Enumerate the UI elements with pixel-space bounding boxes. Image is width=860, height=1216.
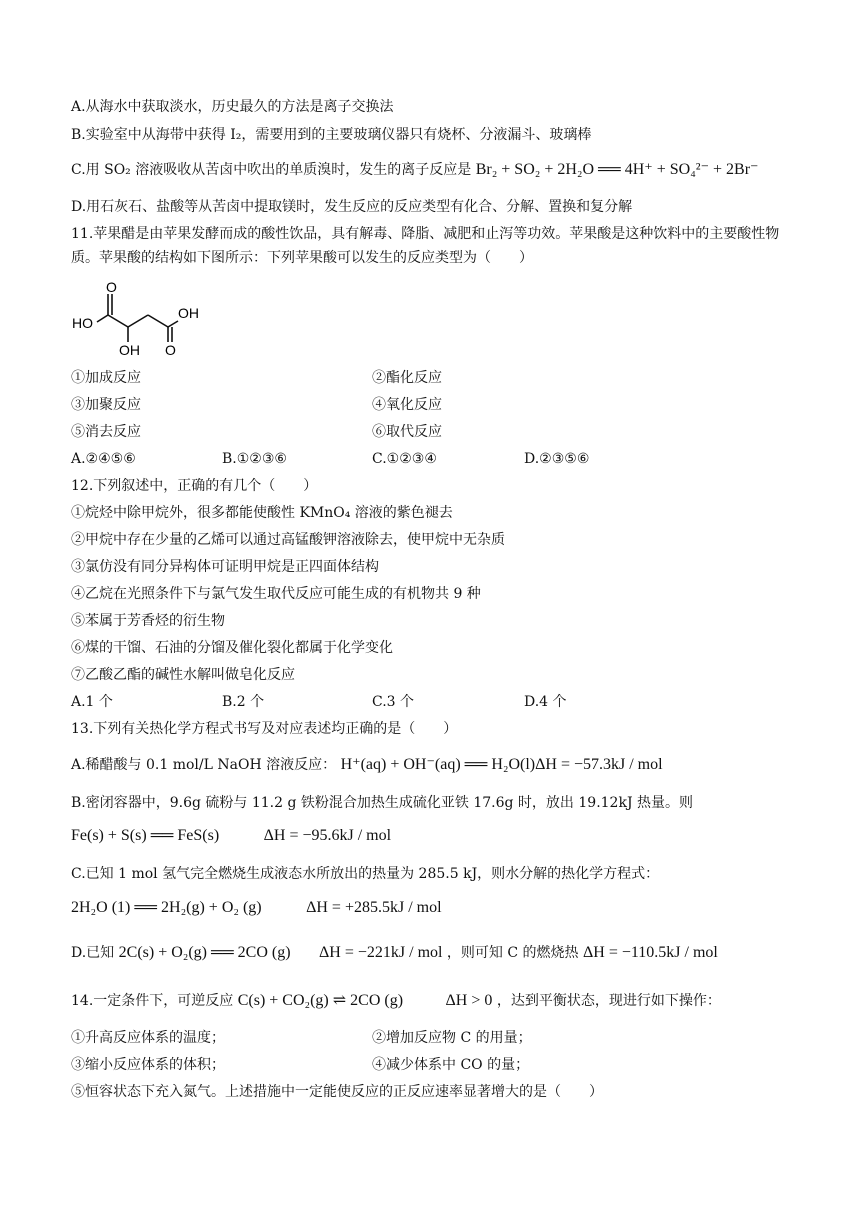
q12-stem: 12.下列叙述中，正确的有几个（ ） [71,478,318,494]
q11-item-6: ⑥取代反应 [372,424,442,440]
q13-option-a-text: A.稀醋酸与 0.1 mol/L NaOH 溶液反应： [71,757,337,773]
q13-d-equation-enthalpy: ΔH = −221kJ / mol [319,944,443,961]
q11-item-1: ①加成反应 [71,370,141,386]
q14-item-3: ③缩小反应体系的体积； [71,1057,225,1073]
q13-d-combustion-enthalpy: ΔH = −110.5kJ / mol [583,944,718,961]
q14-stem [71,991,721,1011]
q10-option-b: B.实验室中从海带中获得 I₂，需要用到的主要玻璃仪器只有烧杯、分液漏斗、玻璃棒 [71,127,592,143]
q14-equation: C(s) + CO₂(g) ⇌ 2CO (g) [237,992,404,1009]
q11-item-4: ④氧化反应 [372,397,442,413]
q12-item-3: ③氯仿没有同分异构体可证明甲烷是正四面体结构 [71,559,379,575]
q14-suffix: ，达到平衡状态，现进行如下操作： [496,993,721,1009]
q10-option-c-equation: Br₂ + SO₂ + 2H₂O ══ 4H⁺ + SO₄²⁻ + 2Br⁻ [475,161,759,178]
structure-ho-label: HO [72,315,93,331]
q12-choice-b: B.2 个 [222,694,265,710]
q13-b-equation-reaction: Fe(s) + S(s) ══ FeS(s) [71,827,220,844]
structure-oh-right-label: OH [178,305,199,321]
q14-item-4: ④减少体系中 CO 的量； [372,1057,530,1073]
q12-choice-c: C.3 个 [372,694,415,710]
structure-o-left-label: O [106,279,117,295]
q12-item-7: ⑦乙酸乙酯的碱性水解叫做皂化反应 [71,667,295,683]
q14-item-5: ⑤恒容状态下充入氮气。上述措施中一定能使反应的正反应速率显著增大的是（ ） [71,1084,603,1100]
structure-o-right-label: O [165,342,176,358]
q11-choice-d: D.②③⑤⑥ [524,451,590,467]
q10-option-c-text: C.用 SO₂ 溶液吸收从苦卤中吹出的单质溴时，发生的离子反应是 [71,162,472,178]
q10-option-a: A.从海水中获取淡水，历史最久的方法是离子交换法 [71,99,394,115]
q11-stem: 11.苹果醋是由苹果发酵而成的酸性饮品，具有解毒、降脂、减肥和止泻等功效。苹果酸是这种饮料中的主要酸性物质。苹果酸的结构如下图所示：下列苹果酸可以发生的反应类型为（ ） [71,226,780,266]
q12-choice-a: A.1 个 [71,694,113,710]
q13-b-equation-enthalpy: ΔH = −95.6kJ / mol [263,827,392,844]
q13-option-b-text: B.密闭容器中，9.6g 硫粉与 11.2 g 铁粉混合加热生成硫化亚铁 17.6g 时，放出 19.12kJ 热量。则 [71,795,694,811]
q13-stem: 13.下列有关热化学方程式书写及对应表述均正确的是（ ） [71,721,458,737]
q11-item-5: ⑤消去反应 [71,424,141,440]
q14-prefix: 14.一定条件下，可逆反应 [71,993,234,1009]
q13-option-d-middle: ，则可知 C 的燃烧热 [446,945,579,961]
q12-item-4: ④乙烷在光照条件下与氯气发生取代反应可能生成的有机物共 9 种 [71,586,481,602]
q12-choice-d: D.4 个 [524,694,567,710]
q13-option-a [71,755,663,775]
q13-option-d-prefix: D.已知 [71,945,115,961]
q14-item-1: ①升高反应体系的温度； [71,1030,225,1046]
malic-acid-structure [70,278,210,358]
q13-option-a-equation: H⁺(aq) + OH⁻(aq) ══ H₂O(l)ΔH = −57.3kJ / mol [340,756,663,773]
q11-item-2: ②酯化反应 [372,370,442,386]
q13-option-c-equation [71,898,442,918]
q13-option-d [71,943,718,963]
q12-item-2: ②甲烷中存在少量的乙烯可以通过高锰酸钾溶液除去，使甲烷中无杂质 [71,532,505,548]
q13-option-c-text: C.已知 1 mol 氢气完全燃烧生成液态水所放出的热量为 285.5 kJ，则水分解的热化学方程式： [71,866,660,882]
q11-choice-a: A.②④⑤⑥ [71,451,136,467]
q11-choice-c: C.①②③④ [372,451,437,467]
q13-c-equation-reaction: 2H₂O (1) ══ 2H₂(g) + O₂ (g) [71,899,262,916]
q13-d-equation-reaction: 2C(s) + O₂(g) ══ 2CO (g) [118,944,291,961]
q11-choice-b: B.①②③⑥ [222,451,287,467]
structure-oh-bottom-label: OH [119,342,140,358]
q13-c-equation-enthalpy: ΔH = +285.5kJ / mol [306,899,442,916]
q11-item-3: ③加聚反应 [71,397,141,413]
q14-enthalpy: ΔH > 0 [445,992,493,1009]
q10-option-c [71,160,758,180]
q10-option-d: D.用石灰石、盐酸等从苦卤中提取镁时，发生反应的反应类型有化合、分解、置换和复分解 [71,199,633,215]
q12-item-6: ⑥煤的干馏、石油的分馏及催化裂化都属于化学变化 [71,640,393,656]
q13-option-b-equation [71,826,391,846]
q12-item-5: ⑤苯属于芳香烃的衍生物 [71,613,225,629]
q14-item-2: ②增加反应物 C 的用量； [372,1030,532,1046]
q12-item-1: ①烷烃中除甲烷外，很多都能使酸性 KMnO₄ 溶液的紫色褪去 [71,505,453,521]
